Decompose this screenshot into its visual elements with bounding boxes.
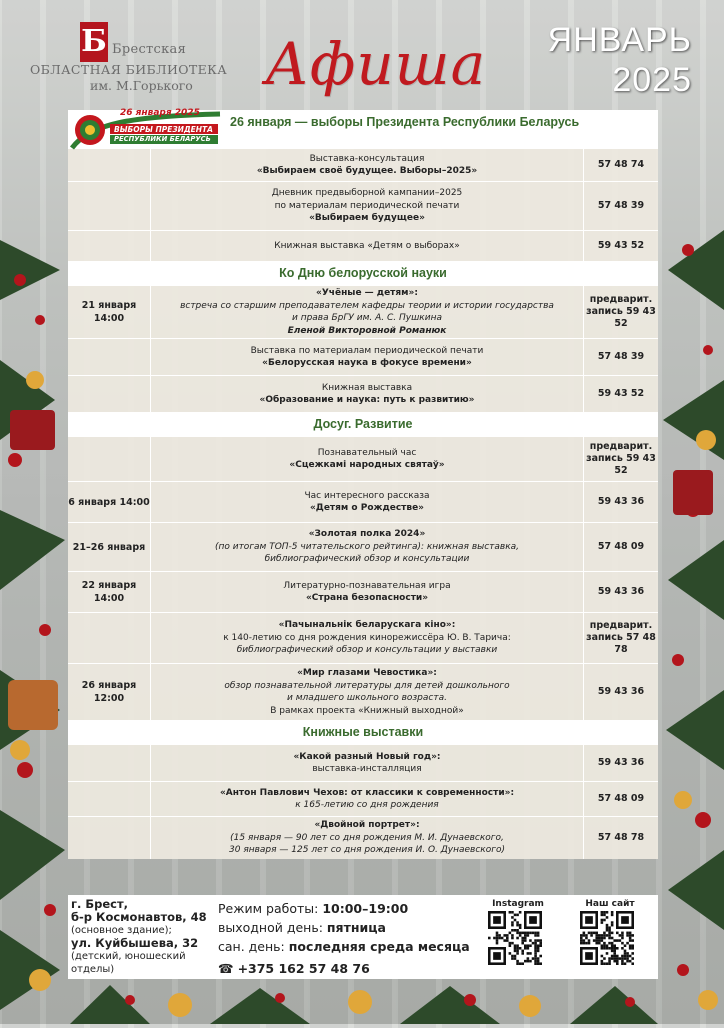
event-phone: 59 43 36 [597,757,645,768]
event-description [150,286,584,338]
hours-block [218,899,470,978]
phone-icon: ☎ [218,961,234,976]
event-date [68,149,150,181]
event-line: «Страна безопасности» [305,593,429,603]
event-line: Еленой Викторовной Романюк [287,325,447,336]
event-line: (по итогам ТОП-5 читательского рейтинга): книжная выставка, [214,541,520,552]
event-line: «Сцежкамі народных святаў» [289,460,445,470]
event-description [150,523,584,571]
section-title: Книжные выставки [68,720,658,744]
event-date [68,782,150,816]
section-title: Ко Дню белорусской науки [68,261,658,285]
christmas-decoration-right [658,210,724,1020]
sanday-value: последняя среда месяца [288,939,470,954]
event-line: Книжная выставка [321,382,413,393]
event-line: обзор познавательной литературы для детей дошкольного [224,680,510,691]
event-row [68,612,658,663]
event-date: 21–26 января [72,541,146,553]
election-rows [68,148,658,261]
event-line: В рамках проекта «Книжный выходной» [270,705,464,716]
election-badge-line1: ВЫБОРЫ ПРЕЗИДЕНТА [114,125,213,134]
event-line: Книжная выставка «Детям о выборах» [274,240,460,251]
event-date: 21 января 14:00 [81,300,137,324]
dayoff-value: пятница [326,920,386,935]
address-block [71,898,211,976]
event-description [150,231,584,261]
event-phone: предварит. запись 57 48 78 [586,620,656,655]
event-line: Выставка-консультация [309,153,425,164]
event-row [68,285,658,338]
event-line: встреча со старшим преподавателем кафедры теории и истории государства [180,300,554,311]
event-date [68,376,150,412]
site-qr-code-icon[interactable] [580,911,634,965]
event-line: и младшего школьного возраста. [287,693,447,703]
event-row [68,571,658,612]
poster-title: Афиша [265,30,487,98]
event-date [68,745,150,781]
event-row [68,181,658,230]
election-badge-line2: РЕСПУБЛИКИ БЕЛАРУСЬ [114,135,211,143]
event-line: Дневник предвыборной кампании–2025 [271,188,463,199]
election-title: 26 января — выборы Президента Республики Беларусь [230,115,580,129]
event-description [150,664,584,720]
event-line: «Белорусская наука в фокусе времени» [262,358,472,368]
event-description [150,339,584,375]
event-description [150,182,584,230]
event-row [68,338,658,375]
event-line: «Пачынальнік беларускага кіно»: [278,620,456,631]
library-name-line1: Брестская [112,42,187,57]
sanday-label: сан. день: [218,939,285,954]
section-title: Досуг. Развитие [68,412,658,436]
event-description [150,782,584,816]
event-line: к 140-летию со дня рождения кинорежиссёра Ю. В. Тарича: [223,632,511,643]
event-date: 6 января 14:00 [68,496,150,508]
event-description [150,572,584,612]
event-phone: 59 43 52 [597,240,645,251]
event-line: «Детям о Рождестве» [309,503,424,513]
event-date [68,231,150,261]
footer-phone: +375 162 57 48 76 [237,961,370,976]
event-row [68,375,658,412]
library-name-line2: ОБЛАСТНАЯ БИБЛИОТЕКА [30,62,228,77]
events-panel [68,110,658,880]
event-description [150,437,584,481]
library-logo-mark: Б [80,22,108,62]
library-logo [30,22,240,102]
address-street2: ул. Куйбышева, 32 [71,936,199,950]
event-line: «Двойной портрет»: [314,820,420,831]
hours-label: Режим работы: [218,901,319,916]
event-line: «Какой разный Новый год»: [293,751,441,762]
library-name-line3: им. М.Горького [90,78,193,93]
event-line: выставка-инсталляция [312,764,422,774]
event-sections [68,261,658,859]
election-badge [70,104,222,150]
event-line: библиографический обзор и консультации у выставки [236,645,498,656]
event-row [68,436,658,481]
event-line: Литературно-познавательная игра [283,580,451,591]
event-description [150,149,584,181]
event-line: «Образование и наука: путь к развитию» [259,395,475,405]
event-date [68,613,150,663]
site-label: Наш сайт [585,899,635,909]
event-date [68,817,150,859]
hours-value: 10:00–19:00 [322,901,409,916]
event-row [68,522,658,571]
event-line: Познавательный час [317,447,417,458]
instagram-qr[interactable] [488,899,548,969]
event-row [68,230,658,261]
event-phone: 59 43 36 [597,496,645,507]
event-phone: 57 48 09 [597,541,645,552]
election-header [68,110,658,148]
event-description [150,745,584,781]
event-phone: 57 48 78 [597,832,645,843]
event-line: «Выбираем будущее» [309,213,425,224]
event-description [150,482,584,522]
event-line: по материалам периодической печати [274,200,460,211]
event-line: «Учёные — детям»: [316,288,418,298]
event-line: к 165-летию со дня рождения [295,800,439,810]
event-phone: 57 48 09 [597,793,645,804]
event-date [68,339,150,375]
event-description [150,817,584,859]
event-row [68,663,658,720]
instagram-label: Instagram [492,899,544,909]
event-line: 30 января — 125 лет со дня рождения И. О. Дунаевского) [229,845,505,856]
year-label: 2025 [612,61,692,99]
event-line: «Золотая полка 2024» [308,529,426,540]
footer [68,895,658,979]
event-line: Выставка по материалам периодической печати [250,345,484,356]
address-street2-note: (детский, юношеский отделы) [71,951,186,975]
event-phone: 57 48 74 [597,159,645,170]
event-phone: 59 43 36 [597,586,645,597]
event-description [150,613,584,663]
address-city: г. Брест, [71,897,129,911]
event-line: Час интересного рассказа [304,490,430,501]
month-label: ЯНВАРЬ [547,21,692,59]
event-phone: 59 43 36 [597,686,645,697]
event-phone: 59 43 52 [597,388,645,399]
instagram-qr-code-icon[interactable] [488,911,542,965]
event-line: «Мир глазами Чевостика»: [297,668,437,678]
event-date [68,437,150,481]
event-date: 22 января 14:00 [81,580,137,604]
event-row [68,816,658,859]
event-line: и права БрГУ им. А. С. Пушкина [291,313,442,323]
event-description [150,376,584,412]
event-row [68,148,658,181]
event-line: «Антон Павлович Чехов: от классики к современности»: [219,787,515,798]
event-line: (15 января — 90 лет со дня рождения М. И. Дунаевского, [230,832,504,843]
site-qr[interactable] [580,899,640,969]
event-phone: предварит. запись 59 43 52 [586,294,656,329]
event-date: 26 января 12:00 [81,680,137,704]
month-year [548,20,692,100]
event-row [68,744,658,781]
event-phone: 57 48 39 [597,200,645,211]
event-phone: предварит. запись 59 43 52 [586,441,656,476]
address-street1: б-р Космонавтов, 48 [71,910,207,924]
event-line: «Выбираем своё будущее. Выборы–2025» [256,166,478,176]
event-line: библиографический обзор и консультации [264,554,470,565]
event-row [68,781,658,816]
event-row [68,481,658,522]
christmas-decoration-left [0,210,70,1020]
dayoff-label: выходной день: [218,920,323,935]
event-date [68,182,150,230]
christmas-decoration-bottom [70,980,658,1024]
address-street1-note: (основное здание); [71,925,172,936]
event-phone: 57 48 39 [597,351,645,362]
election-badge-date: 26 января 2025 [120,108,200,118]
